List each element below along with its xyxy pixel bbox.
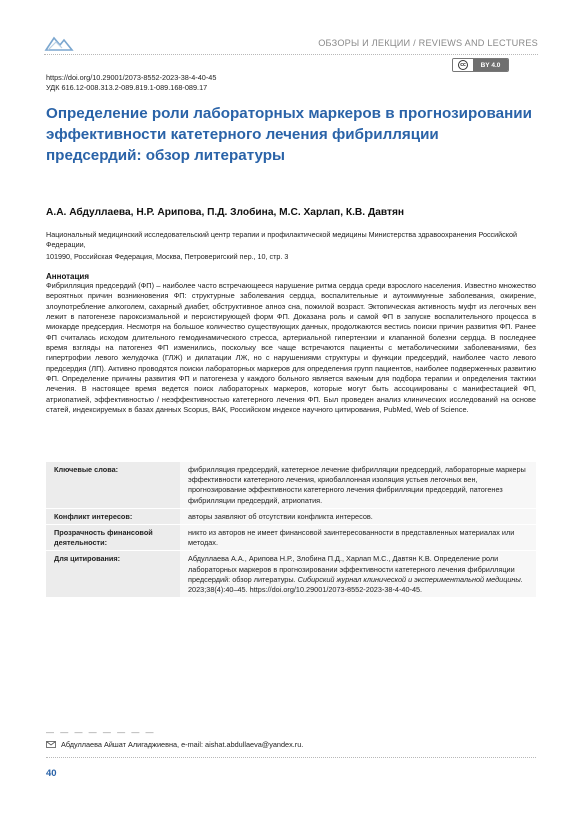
keywords-value: фибрилляция предсердий, катетерное лечение фибрилляции предсердий, лабораторные маркеры эффективности катетерного лечения, криобаллонная изоляция устьев легочных вен, прогнозирование эффективности катетерного лечения фибрилляции предсердий, патогенез фибрилляции предсердий, атриопатия. [180,462,536,508]
info-row-conflict [46,509,536,524]
correspondence-text[interactable]: Абдуллаева Айшат Алигаджиевна, e-mail: aishat.abdullaeva@yandex.ru. [61,740,304,749]
udk-code: УДК 616.12-008.313.2-089.819.1-089.168-089.17 [46,83,208,92]
citation-authors-title: Абдуллаева А.А., Арипова Н.Р., Злобина П.Д., Харлап М.С., Давтян К.В. Определение роли лабораторных маркеров в прогнозировании эффективности катетерного лечения фибрилляции предсердий: обзор литературы. [188,554,515,584]
footnote-separator: — — — — — — — — [46,728,156,737]
conflict-value: авторы заявляют об отсутствии конфликта интересов. [180,509,536,524]
header-divider [44,54,538,55]
info-row-finance [46,525,536,550]
abstract-heading: Аннотация [46,272,89,281]
info-row-keywords [46,462,536,508]
doi-link[interactable]: https://doi.org/10.29001/2073-8552-2023-38-4-40-45 [46,73,217,82]
citation-doi[interactable]: 2023;38(4):40–45. https://doi.org/10.29001/2073-8552-2023-38-4-40-45. [188,585,423,595]
info-row-citation [46,551,536,597]
article-authors: А.А. Абдуллаева, Н.Р. Арипова, П.Д. Злобина, М.С. Харлап, К.В. Давтян [46,207,405,218]
journal-logo-icon [44,32,74,54]
finance-value: никто из авторов не имеет финансовой заинтересованности в представленных материалах или методах. [180,525,536,550]
article-info-table [46,462,536,597]
license-label: BY 4.0 [473,59,508,71]
citation-label: Для цитирования: [46,551,180,597]
cc-mark: cc [458,60,468,70]
affiliation: Национальный медицинский исследовательский центр терапии и профилактической медицины Министерства здравоохранения Российской Федерации, [46,230,518,249]
page-header [44,32,538,54]
page-number: 40 [46,768,57,779]
section-label: ОБЗОРЫ И ЛЕКЦИИ / REVIEWS AND LECTURES [318,38,538,48]
keywords-label: Ключевые слова: [46,462,180,508]
cc-logo-icon [453,59,473,71]
affiliation-address: 101990, Российская Федерация, Москва, Петроверигский пер., 10, стр. 3 [46,252,289,261]
correspondence [46,740,303,749]
citation-value [180,551,536,597]
finance-label: Прозрачность финансовой деятельности: [46,525,180,550]
envelope-icon [46,741,56,748]
conflict-label: Конфликт интересов: [46,509,180,524]
footer-divider [46,757,536,758]
abstract-text: Фибрилляция предсердий (ФП) – наиболее часто встречающееся нарушение ритма сердца среди взрослого населения. Известно множество вероятных причин возникновения ФП: структурные заболевания сердца, воспалительные и аутоиммунные заболевания, ожирение, злоупотребление алкоголем, сахарный диабет, обструктивное апноэ сна, пожилой возраст. Эктопическая активность муфт из легочных вен лежит в патогенезе пароксизмальной и персистирующей форм ФП. Доказана роль и самой ФП в запуске воспалительного процесса в миокарде предсердия. Несмотря на большое количество существующих данных, продолжаются вестись поиски причин развития ФП. Ранее ФП считалась исходом длительного гемодинамического стресса, артериальной гипертензии и клапанной болезни сердца. В последнее время взгляды на патогенез ФП изменились, поскольку все чаще встречаются пациенты с метаболическими заболеваниями, без гипертрофии левого желудочка (ГЛЖ) и дилатации ЛЖ, но с нарушениями структуры и функции предсердий, наиболее часто левого предсердия (ЛП). Активно проводятся поиски лабораторных маркеров для определения групп пациентов, наиболее подверженных развитию ФП. Определение причины развития ФП и патогенеза у каждого больного является важным для подбора терапии и определения тактики лечения. В настоящее время ведется поиск лабораторных маркеров, которые могут быть ассоциированы с манифестацией ФП, атриопатией, эффективностью / неэффективностью катетерного лечения ФП. Был проведен анализ клинических исследований на основе статей, индексируемых в базах данных Scopus, ВАК, Российском индексе научного цитирования, PubMed, Web of Science. [46,281,536,415]
article-title: Определение роли лабораторных маркеров в прогнозировании эффективности катетерного лечения фибрилляции предсердий: обзор литературы [46,105,532,164]
citation-journal: Сибирский журнал клинической и экспериментальной медицины. [297,574,523,584]
license-badge[interactable] [452,58,509,72]
